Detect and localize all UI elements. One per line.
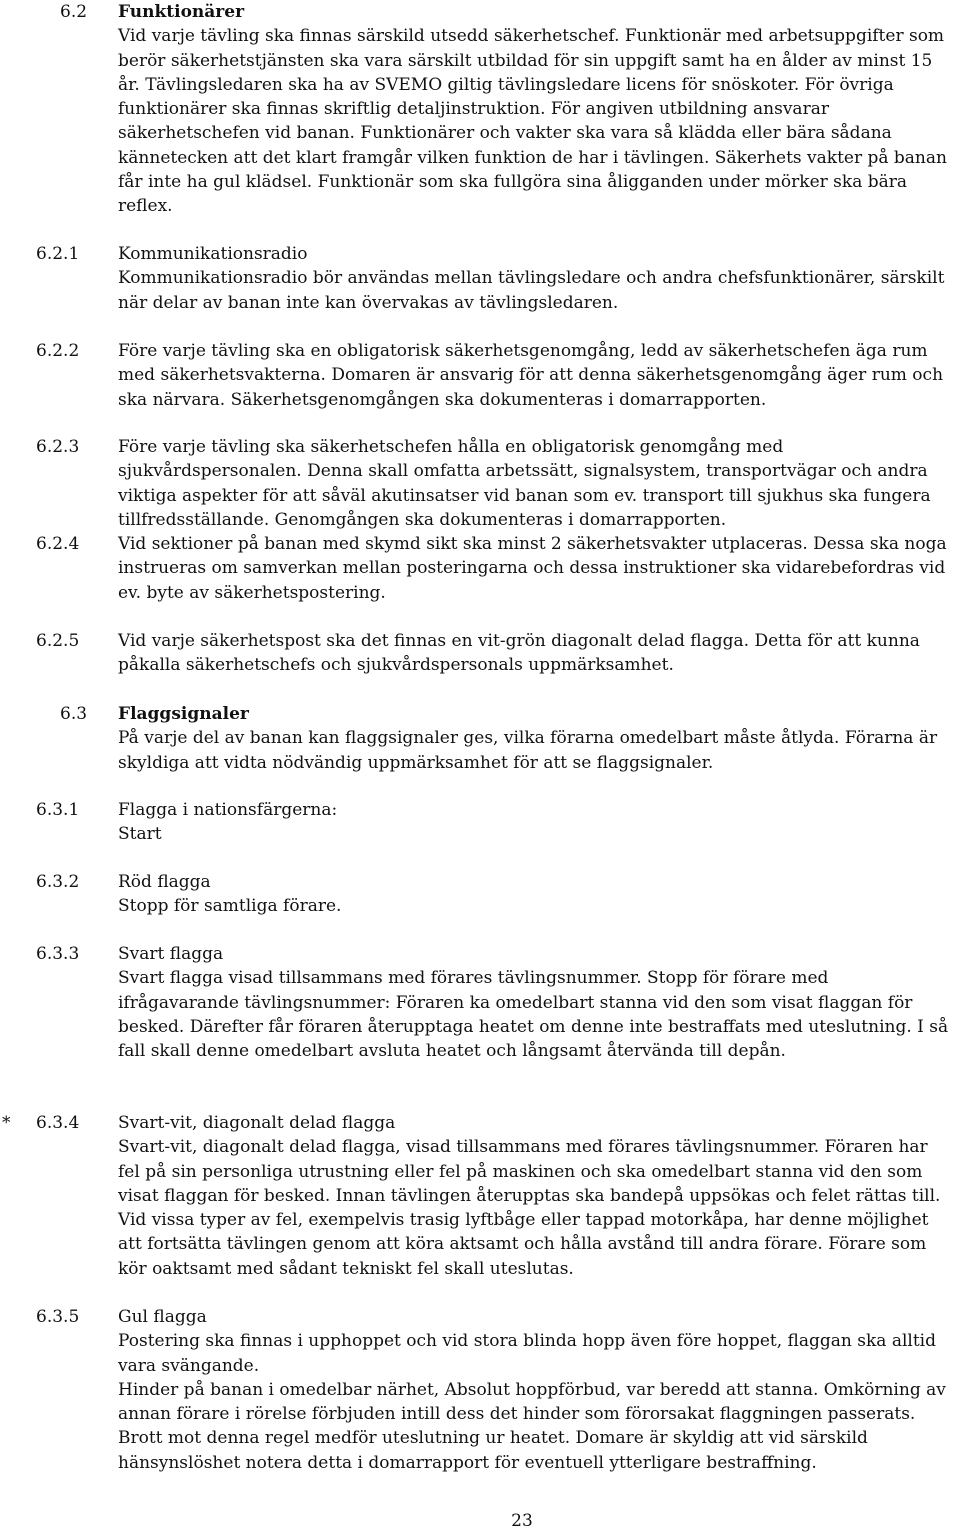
section-paragraph: Hinder på banan i omedelbar närhet, Absolut hoppförbud, var beredd att stanna. Omkörning av annan förare i rörelse förbjuden intill dess det hinder som förorsakat flaggningen passerats. Brott mot denna regel medför uteslutning ur heatet. Domare är skyldig att vid särskild hänsynslöshet notera detta i domarrapport för eventuell ytterligare bestraffning. — [118, 1379, 946, 1473]
section-heading: Röd flagga — [118, 872, 211, 892]
section-heading: Kommunikationsradio — [118, 244, 308, 264]
section-number: 6.3.3 — [36, 944, 80, 964]
section-paragraph: Postering ska finnas i upphoppet och vid stora blinda hopp även före hoppet, flaggan ska alltid vara svängande. — [118, 1331, 937, 1376]
section-number: 6.3.1 — [36, 800, 80, 820]
section-paragraph: Start — [118, 824, 162, 845]
section-paragraph: Vid varje säkerhetspost ska det finnas en vit-grön diagonalt delad flagga. Detta för att kunna påkalla säkerhetschefs och sjukvårdspersonals uppmärksamhet. — [118, 631, 920, 676]
section-number: 6.2 — [60, 2, 88, 22]
section-number: 6.3.2 — [36, 872, 80, 892]
section-number: 6.3.4 — [36, 1113, 80, 1133]
section-number: 6.2.5 — [36, 631, 80, 651]
section-number: 6.3.5 — [36, 1307, 80, 1327]
section-paragraph: Svart flagga visad tillsammans med förares tävlingsnummer. Stopp för förare med ifrågavarande tävlingsnummer: Föraren ka omedelbart stanna vid den som visat flaggan för besked. Därefter får föraren återupptaga heatet om denne inte bestraffats med uteslutning. I så fall skall denne omedelbart avsluta heatet och långsamt återvända till depån. — [118, 968, 949, 1062]
section-paragraph: Kommunikationsradio bör användas mellan tävlingsledare och andra chefsfunktionärer, särskilt när delar av banan inte kan övervakas av tävlingsledaren. — [118, 268, 945, 313]
section-paragraph: Stopp för samtliga förare. — [118, 896, 342, 917]
section-heading: Funktionärer — [118, 2, 245, 22]
section-paragraph: Vid sektioner på banan med skymd sikt ska minst 2 säkerhetsvakter utplaceras. Dessa ska noga instrueras om samverkan mellan posteringarna och dessa instruktioner ska vidarebefordras vid ev. byte av säkerhetspostering. — [118, 534, 947, 603]
section-number: 6.2.1 — [36, 244, 80, 264]
section-number: 6.2.2 — [36, 341, 80, 361]
section-paragraph: Före varje tävling ska en obligatorisk säkerhetsgenomgång, ledd av säkerhetschefen äga rum med säkerhetsvakterna. Domaren är ansvarig för att denna säkerhetsgenomgång äger rum och ska närvara. Säkerhetsgenomgången ska dokumenteras i domarrapporten. — [118, 341, 944, 410]
section-number: 6.2.3 — [36, 437, 80, 457]
section-paragraph: Före varje tävling ska säkerhetschefen hålla en obligatorisk genomgång med sjukvårdspersonalen. Denna skall omfatta arbetssätt, signalsystem, transportvägar och andra viktiga aspekter för att såväl akutinsatser vid banan som ev. transport till sjukhus ska fungera tillfredsställande. Genomgången ska dokumenteras i domarrapporten. — [118, 437, 931, 530]
section-number: 6.3 — [60, 704, 88, 724]
section-heading: Gul flagga — [118, 1307, 207, 1327]
section-heading: Flagga i nationsfärgerna: — [118, 800, 338, 820]
section-heading: Svart flagga — [118, 944, 224, 964]
section-heading: Svart-vit, diagonalt delad flagga — [118, 1113, 396, 1133]
section-paragraph: På varje del av banan kan flaggsignaler ges, vilka förarna omedelbart måste åtlyda. Förarna är skyldiga att vidta nödvändig uppmärksamhet för att se flaggsignaler. — [118, 728, 938, 773]
section-number: 6.2.4 — [36, 534, 80, 554]
section-paragraph: Vid varje tävling ska finnas särskild utsedd säkerhetschef. Funktionär med arbetsuppgifter som berör säkerhetstjänsten ska vara särskilt utbildad för sin uppgift samt ha en ålder av minst 15 år. Tävlingsledaren ska ha av SVEMO giltig tävlingsledare licens för snöskoter. För övriga funktionärer ska finnas skriftlig detaljinstruktion. För angiven utbildning ansvarar säkerhetschefen vid banan. Funktionärer och vakter ska vara så klädda eller bära sådana kännetecken att det klart framgår vilken funktion de har i tävlingen. Säkerhets vakter på banan får inte ha gul klädsel. Funktionär som ska fullgöra sina åligganden under mörker ska bära reflex. — [118, 26, 947, 217]
section-heading: Flaggsignaler — [118, 704, 249, 724]
page-number: 23 — [511, 1511, 533, 1531]
section-paragraph: Svart-vit, diagonalt delad flagga, visad tillsammans med förares tävlingsnummer. Föraren har fel på sin personliga utrustning eller fel på maskinen och ska omedelbart stanna vid den som visat flaggan för besked. Innan tävlingen återupptas ska bandepå uppsökas och felet rättas till. Vid vissa typer av fel, exempelvis trasig lyftbåge eller tappad motorkåpa, har denne möjlighet att fortsätta tävlingen genom att köra aktsamt och hålla avstånd till andra förare. Förare som kör oaktsamt med sådant tekniskt fel skall uteslutas. — [118, 1137, 941, 1279]
revision-marker: * — [2, 1113, 11, 1133]
